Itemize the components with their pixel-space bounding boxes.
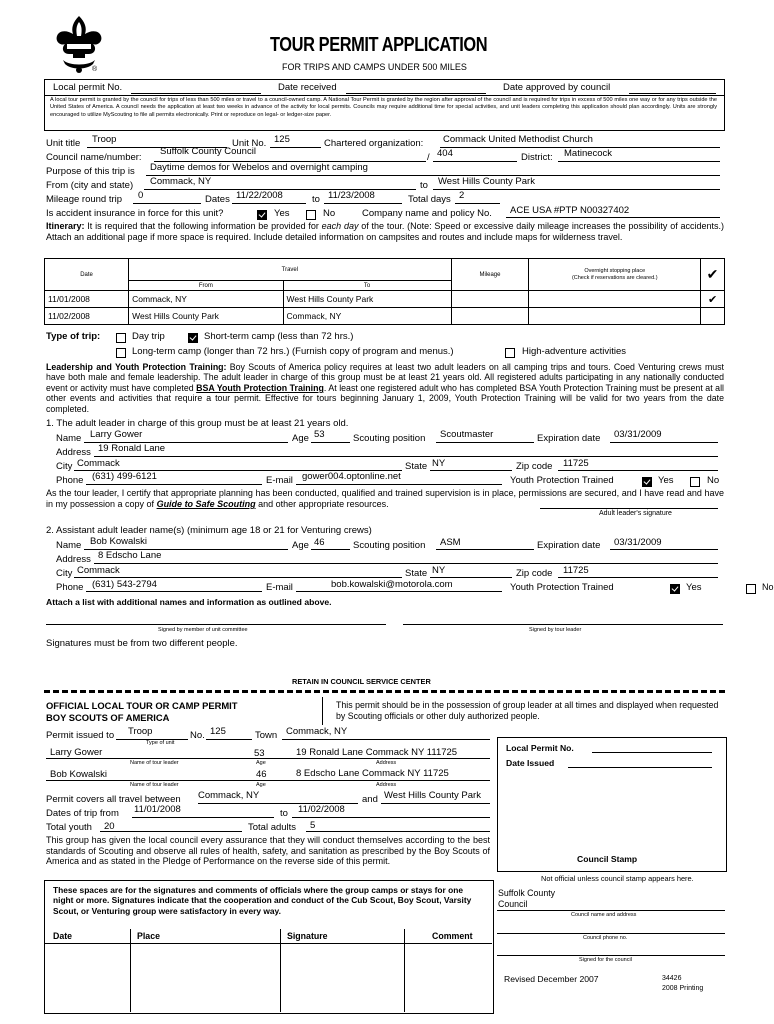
l1-position-label: Scouting position: [353, 433, 426, 444]
itinerary-table: [44, 258, 725, 325]
mileage-label: Mileage round trip: [46, 194, 123, 205]
permit-no-input[interactable]: [206, 739, 252, 740]
permit-leader2-name: Bob Kowalski: [50, 769, 108, 780]
l2-position-label: Scouting position: [353, 540, 426, 551]
name-tour-leader-label-2: Name of tour leader: [130, 782, 179, 788]
covers-label: Permit covers all travel between: [46, 794, 181, 805]
trip-date-from-input[interactable]: [132, 817, 274, 818]
permit-leader1-age: 53: [254, 748, 265, 759]
cut-line: [44, 690, 725, 693]
unit-no-label: Unit No.: [232, 138, 267, 149]
l1-phone-value: (631) 499-6121: [92, 471, 157, 482]
type-of-unit-label: Type of unit: [146, 740, 175, 746]
officials-vline-1: [130, 929, 131, 1012]
officials-vline-2: [280, 929, 281, 1012]
l2-name-value: Bob Kowalski: [90, 536, 148, 547]
council-phone-input[interactable]: [497, 933, 725, 934]
council-number-value: 404: [437, 148, 453, 159]
tour-leader-signature-label: Signed by tour leader: [529, 627, 582, 633]
l1-zip-value: 11725: [563, 458, 589, 469]
total-youth-value: 20: [104, 821, 115, 832]
row2-date[interactable]: 11/02/2008: [45, 308, 129, 325]
trip-date-to-input[interactable]: [292, 817, 490, 818]
council-name-address-label: Council name and address: [571, 912, 637, 918]
l2-ypt-yes-label: Yes: [686, 582, 702, 593]
page-subtitle: FOR TRIPS AND CAMPS UNDER 500 MILES: [282, 62, 467, 72]
table-row: [45, 308, 725, 325]
total-adults-label: Total adults: [248, 822, 297, 833]
long-term-checkbox[interactable]: [116, 344, 126, 362]
l2-state-label: State: [405, 568, 428, 579]
signed-council-label: Signed for the council: [579, 957, 632, 963]
col-to: To: [283, 281, 451, 291]
officials-header-line: [44, 943, 492, 944]
l2-age-input[interactable]: [311, 549, 350, 550]
purpose-input[interactable]: [146, 175, 720, 176]
l2-phone-label: Phone: [56, 582, 84, 593]
officials-col-comment: Comment: [432, 931, 473, 941]
permit-leader2-age: 46: [256, 769, 267, 780]
day-trip-label: Day trip: [132, 331, 165, 342]
name-tour-leader-label-1: Name of tour leader: [130, 760, 179, 766]
date-from-value: 11/22/2008: [236, 190, 283, 201]
adult-leader-signature-input[interactable]: [540, 508, 718, 509]
permit-title-2: BOY SCOUTS OF AMERICA: [46, 712, 170, 723]
total-days-label: Total days: [408, 194, 451, 205]
l2-address-label: Address: [56, 554, 91, 565]
officials-col-date: Date: [53, 931, 73, 941]
l1-zip-label: Zip code: [516, 461, 553, 472]
date-to-value: 11/23/2008: [328, 190, 375, 201]
covers-to-input[interactable]: [381, 803, 490, 804]
address-label-1: Address: [376, 760, 397, 766]
l1-state-value: NY: [432, 458, 446, 469]
row2-mileage[interactable]: [451, 308, 529, 325]
l1-email-value: gower004.optonline.net: [302, 471, 401, 482]
officials-vline-3: [404, 929, 405, 1012]
purpose-value: Daytime demos for Webelos and overnight camping: [150, 162, 368, 173]
l1-position-value: Scoutmaster: [440, 429, 494, 440]
itinerary-text-b: of the tour. (Note: Speed or excessive daily mileage increases the possibility of accidents.) Attach an additional page if more space is required. Include detailed information on campsites and routes and include maps for wilderness travel.: [46, 221, 725, 242]
trip-date-to-value: 11/02/2008: [298, 804, 345, 815]
bsa-ypt-link[interactable]: BSA Youth Protection Training: [196, 382, 324, 393]
date-issued-label: Date Issued: [506, 758, 555, 768]
permit-unit-type-value: Troop: [128, 726, 153, 737]
l1-email-input[interactable]: [296, 484, 502, 485]
row1-check[interactable]: ✔: [701, 291, 725, 308]
age-label-1: Age: [256, 760, 266, 766]
intro-text: A local tour permit is granted by the council for trips of less than 500 miles or travel to a council-owned camp. A National Tour Permit is granted by the region after approval of the council and is required for trips in excess of 500 miles one way or for any trips outside the United States of America. A council needs the application at least two weeks in advance of the activity for local permits. Councils may require additional time for special activities, and unit leaders completing this application should plan accordingly. Units are strongly encouraged to utilize MyScouting to file all permits electronically. Print or reproduce on legal- or ledger-size paper.: [50, 97, 717, 118]
l2-email-input[interactable]: [296, 591, 502, 592]
l2-ypt-label: Youth Protection Trained: [510, 582, 614, 593]
l1-ypt-no-label: No: [707, 475, 720, 486]
l2-ypt-no-label: No: [762, 582, 774, 592]
row1-to[interactable]: West Hills County Park: [283, 291, 451, 308]
local-permit-label: Local permit No.: [53, 82, 123, 93]
trip-type-label: Type of trip:: [46, 331, 101, 342]
attach-text: Attach a list with additional names and information as outlined above.: [46, 597, 332, 607]
l2-state-value: NY: [432, 565, 446, 576]
local-permit-no-input[interactable]: [592, 752, 712, 753]
covers-from-value: Commack, NY: [198, 790, 260, 801]
district-value: Matinecock: [564, 148, 613, 159]
high-adventure-checkbox[interactable]: [505, 344, 515, 362]
certify-text: [46, 488, 724, 510]
row2-from[interactable]: West Hills County Park: [129, 308, 283, 325]
to-value: West Hills County Park: [438, 176, 535, 187]
permit-leader1-name: Larry Gower: [50, 747, 103, 758]
l1-ypt-yes-label: Yes: [658, 475, 674, 486]
from-label: From (city and state): [46, 180, 134, 191]
l2-position-value: ASM: [440, 537, 461, 548]
l1-age-value: 53: [314, 429, 325, 440]
company-value: ACE USA #PTP N00327402: [510, 205, 630, 216]
chartered-org-label: Chartered organization:: [324, 138, 424, 149]
council-name-address-input[interactable]: [497, 910, 725, 911]
l1-position-input[interactable]: [436, 442, 534, 443]
company-input[interactable]: [506, 217, 720, 218]
insurance-yes-label: Yes: [274, 208, 290, 219]
l2-state-input[interactable]: [430, 577, 512, 578]
l1-age-label: Age: [292, 433, 309, 444]
itinerary-text-a: It is required that the following information be provided for: [84, 221, 322, 231]
to-label: to: [420, 180, 428, 191]
l1-age-input[interactable]: [311, 442, 350, 443]
council-label: Council name/number:: [46, 152, 142, 163]
trip-date-from-value: 11/01/2008: [134, 804, 181, 815]
l2-age-label: Age: [292, 540, 309, 551]
certify-text-b: and other appropriate resources.: [255, 499, 389, 509]
row1-from[interactable]: Commack, NY: [129, 291, 283, 308]
covers-to-value: West Hills County Park: [384, 790, 481, 801]
mileage-value: 0: [138, 190, 144, 201]
district-input[interactable]: [558, 161, 720, 162]
from-value: Commack, NY: [150, 176, 212, 187]
signature-note: Signatures must be from two different people.: [46, 638, 238, 649]
permit-issued-label: Permit issued to: [46, 730, 115, 741]
printing-label: 2008 Printing: [662, 985, 704, 992]
leadership-text-a: Boy Scouts of America policy requires at least two adult leaders on all camping trips and tours. Coed Venturing crews must have both male and female leadership. The adult leader in charge of this group must be at least 21 years old. All registered adults participating in any nationally conducted event or activity must have completed: [46, 362, 725, 393]
committee-signature-input[interactable]: [46, 624, 386, 625]
l2-email-value: bob.kowalski@motorola.com: [331, 579, 453, 590]
permit-town-label: Town: [255, 730, 278, 741]
company-label: Company name and policy No.: [362, 208, 492, 219]
l2-address-value: 8 Edscho Lane: [98, 550, 162, 561]
chartered-org-value: Commack United Methodist Church: [443, 134, 593, 145]
assurance-text: This group has given the local council every assurance that they will conduct themselves according to the best standards of Scouting and observe all rules of health, safety, and sanitation as prescribed by the Boy Scouts of America and as stated in the Pledge of Performance on the reverse side of this permit.: [46, 835, 490, 867]
l2-city-input[interactable]: [74, 577, 402, 578]
l1-exp-value: 03/31/2009: [614, 429, 662, 440]
l2-city-label: City: [56, 568, 73, 579]
council-stamp-label: Council Stamp: [577, 854, 638, 864]
unit-title-label: Unit title: [46, 138, 81, 149]
council-phone-label: Council phone no.: [583, 935, 628, 941]
local-permit-input[interactable]: [131, 93, 261, 94]
col-overnight-note: (Check if reservations are cleared.): [571, 274, 658, 281]
col-from: From: [129, 281, 283, 291]
date-approved-input[interactable]: [629, 93, 716, 94]
total-adults-value: 5: [310, 820, 316, 831]
l2-age-value: 46: [314, 537, 325, 548]
form-number: 34426: [662, 975, 682, 982]
short-term-label: Short-term camp (less than 72 hrs.): [204, 331, 354, 342]
col-overnight-title: Overnight stopping place: [584, 267, 646, 274]
date-from-input[interactable]: [232, 203, 306, 204]
retain-label: RETAIN IN COUNCIL SERVICE CENTER: [292, 677, 431, 686]
page-title: TOUR PERMIT APPLICATION: [270, 34, 488, 56]
age-label-2: Age: [256, 782, 266, 788]
council-number-input[interactable]: [433, 161, 517, 162]
to-input[interactable]: [433, 189, 720, 190]
registered-mark: ®: [92, 66, 98, 73]
leadership-text: [46, 362, 724, 414]
l2-position-input[interactable]: [436, 549, 534, 550]
col-travel: Travel: [129, 259, 451, 281]
long-term-label: Long-term camp (longer than 72 hrs.) (Furnish copy of program and menus.): [132, 346, 454, 357]
row2-overnight[interactable]: [529, 308, 701, 325]
total-adults-input[interactable]: [306, 831, 490, 832]
council-slash: /: [427, 152, 430, 163]
l2-name-label: Name: [56, 540, 82, 551]
insurance-question: Is accident insurance in force for this unit?: [46, 208, 224, 219]
permit-leader2-line[interactable]: [46, 780, 490, 781]
revised-label: Revised December 2007: [504, 974, 599, 984]
l2-email-label: E-mail: [266, 582, 293, 593]
l2-address-input[interactable]: [94, 563, 718, 564]
date-to-input[interactable]: [324, 203, 402, 204]
unit-no-value: 125: [274, 134, 290, 145]
l1-name-label: Name: [56, 433, 82, 444]
total-youth-input[interactable]: [100, 831, 242, 832]
row1-mileage[interactable]: [451, 291, 529, 308]
l2-ypt-no-checkbox[interactable]: [746, 580, 756, 598]
permit-no-label: No.: [190, 730, 205, 741]
permit-leader1-line[interactable]: [46, 758, 490, 759]
l1-city-label: City: [56, 461, 73, 472]
bsa-logo-icon: [53, 14, 105, 78]
dates-label: Dates: [205, 194, 230, 205]
date-received-input[interactable]: [346, 93, 486, 94]
dates-to-label: to: [312, 194, 320, 205]
permit-title-1: OFFICIAL LOCAL TOUR OR CAMP PERMIT: [46, 700, 238, 711]
l1-phone-input[interactable]: [86, 484, 262, 485]
col-overnight: [529, 259, 701, 291]
leader1-heading: 1. The adult leader in charge of this group must be at least 21 years old.: [46, 418, 349, 429]
l1-exp-label: Expiration date: [537, 433, 601, 444]
l1-zip-input[interactable]: [558, 470, 718, 471]
l2-zip-input[interactable]: [558, 577, 718, 578]
table-row: [45, 291, 725, 308]
insurance-no-label: No: [323, 208, 336, 219]
officials-text: These spaces are for the signatures and comments of officials where the group camps or stays for one night or more. Signatures indicate that the cooperation and conduct of the Cub Scout, Boy Scout, Varsity Scout, or Venturing group were satisfactory in every way.: [53, 885, 472, 916]
dates-trip-label: Dates of trip from: [46, 808, 119, 819]
col-date: Date: [45, 259, 129, 291]
l1-name-value: Larry Gower: [90, 429, 143, 440]
l2-zip-label: Zip code: [516, 568, 553, 579]
council-name-line1: Suffolk County: [498, 888, 556, 898]
header-check[interactable]: ✔: [701, 259, 725, 291]
l2-ypt-yes-checkbox[interactable]: [670, 580, 680, 598]
l1-ypt-label: Youth Protection Trained: [510, 475, 614, 486]
l1-phone-label: Phone: [56, 475, 84, 486]
date-received-label: Date received: [278, 82, 337, 93]
itinerary-text: [46, 221, 724, 242]
l1-state-label: State: [405, 461, 428, 472]
itinerary-text-em: each day: [321, 221, 359, 231]
l2-exp-value: 03/31/2009: [614, 537, 662, 548]
leadership-heading: Leadership and Youth Protection Training:: [46, 362, 227, 372]
district-label: District:: [521, 152, 553, 163]
l2-exp-input[interactable]: [610, 549, 718, 550]
l1-state-input[interactable]: [430, 470, 512, 471]
possession-text: This permit should be in the possession of group leader at all times and displayed when requested by Scouting officials or other duly authorized people.: [336, 700, 719, 721]
unit-title-value: Troop: [92, 134, 117, 145]
l2-phone-input[interactable]: [86, 591, 262, 592]
l1-city-value: Commack: [77, 458, 120, 469]
signed-council-input[interactable]: [497, 955, 725, 956]
not-official-label: Not official unless council stamp appears here.: [541, 874, 694, 883]
l2-city-value: Commack: [77, 565, 120, 576]
l2-zip-value: 11725: [563, 565, 589, 576]
l1-address-label: Address: [56, 447, 91, 458]
permit-leader2-address: 8 Edscho Lane Commack NY 11725: [296, 768, 449, 779]
total-youth-label: Total youth: [46, 822, 92, 833]
row2-to[interactable]: Commack, NY: [283, 308, 451, 325]
committee-signature-label: Signed by member of unit committee: [158, 627, 248, 633]
top-divider: [44, 95, 724, 96]
leader2-heading: 2. Assistant adult leader name(s) (minimum age 18 or 21 for Venturing crews): [46, 525, 372, 536]
permit-town-input[interactable]: [282, 739, 490, 740]
col-mileage: Mileage: [451, 259, 529, 291]
l1-address-value: 19 Ronald Lane: [98, 443, 166, 454]
address-label-2: Address: [376, 782, 397, 788]
row1-overnight[interactable]: [529, 291, 701, 308]
trip-date-to-label: to: [280, 808, 288, 819]
short-term-checkbox[interactable]: [188, 329, 198, 347]
covers-and-label: and: [362, 794, 378, 805]
row2-check[interactable]: [701, 308, 725, 325]
council-name-value: Suffolk County Council: [160, 146, 256, 157]
permit-town-value: Commack, NY: [286, 726, 348, 737]
l1-email-label: E-mail: [266, 475, 293, 486]
total-days-value: 2: [459, 190, 465, 201]
guide-link[interactable]: Guide to Safe Scouting: [156, 499, 256, 509]
tour-leader-signature-input[interactable]: [403, 624, 723, 625]
adult-leader-signature-label: Adult leader's signature: [599, 510, 672, 517]
leadership-text-b: . At least one registered adult who has completed BSA Youth Protection Training must be present at all other events and activities that require a tour permit. Effective for tours beginning January 1, 2009, Youth Protection Training will be valid for two years from the date completed.: [46, 382, 724, 414]
unit-no-input[interactable]: [270, 147, 321, 148]
itinerary-label: Itinerary:: [46, 221, 85, 231]
officials-col-signature: Signature: [287, 931, 328, 941]
l2-phone-value: (631) 543-2794: [92, 579, 157, 590]
permit-no-value: 125: [210, 726, 226, 737]
mileage-input[interactable]: [133, 203, 201, 204]
purpose-label: Purpose of this trip is: [46, 166, 135, 177]
certify-text-a: As the tour leader, I certify that appropriate planning has been conducted, qualified and trained supervision is in place, permissions are secured, and I have read and have in my possession a copy of: [46, 488, 724, 509]
permit-leader1-address: 19 Ronald Lane Commack NY 111725: [296, 747, 458, 758]
council-name-line2: Council: [498, 899, 528, 909]
date-issued-input[interactable]: [568, 767, 712, 768]
date-approved-label: Date approved by council: [503, 82, 611, 93]
l1-exp-input[interactable]: [610, 442, 718, 443]
permit-divider: [322, 697, 323, 725]
total-days-input[interactable]: [455, 203, 500, 204]
officials-col-place: Place: [137, 931, 160, 941]
row1-date[interactable]: 11/01/2008: [45, 291, 129, 308]
l2-exp-label: Expiration date: [537, 540, 601, 551]
local-permit-no-label: Local Permit No.: [506, 743, 574, 753]
high-adventure-label: High-adventure activities: [522, 346, 627, 357]
l1-address-input[interactable]: [94, 456, 718, 457]
